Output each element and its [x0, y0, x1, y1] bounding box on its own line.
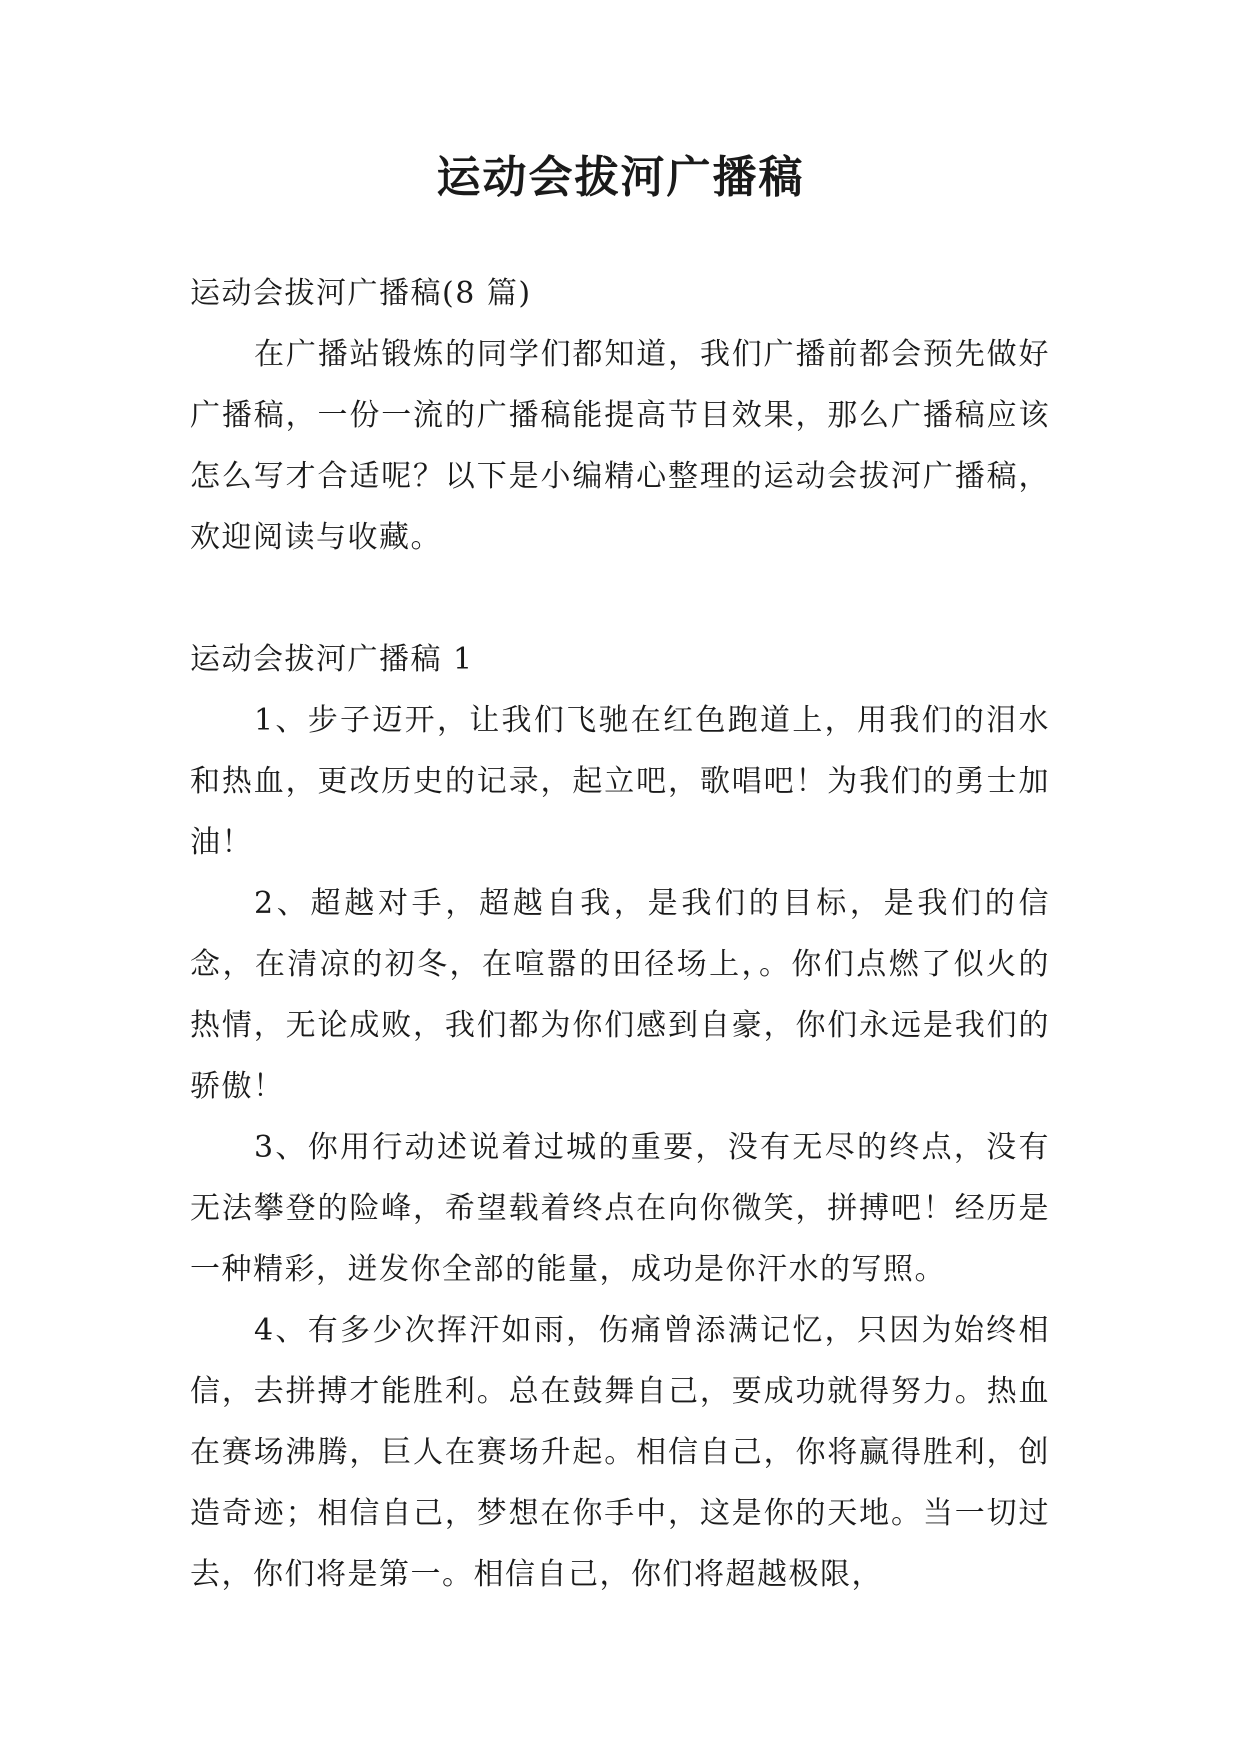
- document-body: [190, 263, 1050, 1605]
- section-spacer: [190, 568, 1050, 629]
- list-item: 4、有多少次挥汗如雨，伤痛曾添满记忆，只因为始终相信，去拼搏才能胜利。总在鼓舞自己，要成功就得努力。热血在赛场沸腾，巨人在赛场升起。相信自己，你将赢得胜利，创造奇迹；相信自己，梦想在你手中，这是你的天地。当一切过去，你们将是第一。相信自己，你们将超越极限，: [190, 1313, 1050, 1592]
- list-item: 1、步子迈开，让我们飞驰在红色跑道上，用我们的泪水和热血，更改历史的记录，起立吧，歌唱吧！为我们的勇士加油！: [190, 703, 1050, 860]
- list-item: 2、超越对手，超越自我，是我们的目标，是我们的信念，在清凉的初冬，在喧嚣的田径场上，。你们点燃了似火的热情，无论成败，我们都为你们感到自豪，你们永远是我们的骄傲！: [190, 886, 1050, 1104]
- intro-paragraph: 在广播站锻炼的同学们都知道，我们广播前都会预先做好广播稿，一份一流的广播稿能提高节目效果，那么广播稿应该怎么写才合适呢？以下是小编精心整理的运动会拔河广播稿，欢迎阅读与收藏。: [190, 337, 1050, 555]
- document-subtitle: 运动会拔河广播稿(8 篇): [190, 276, 532, 311]
- section-heading: 运动会拔河广播稿 1: [190, 642, 474, 677]
- list-item: 3、你用行动述说着过城的重要，没有无尽的终点，没有无法攀登的险峰，希望载着终点在向你微笑，拼搏吧！经历是一种精彩，迸发你全部的能量，成功是你汗水的写照。: [190, 1130, 1050, 1287]
- document-title: 运动会拔河广播稿: [436, 152, 805, 203]
